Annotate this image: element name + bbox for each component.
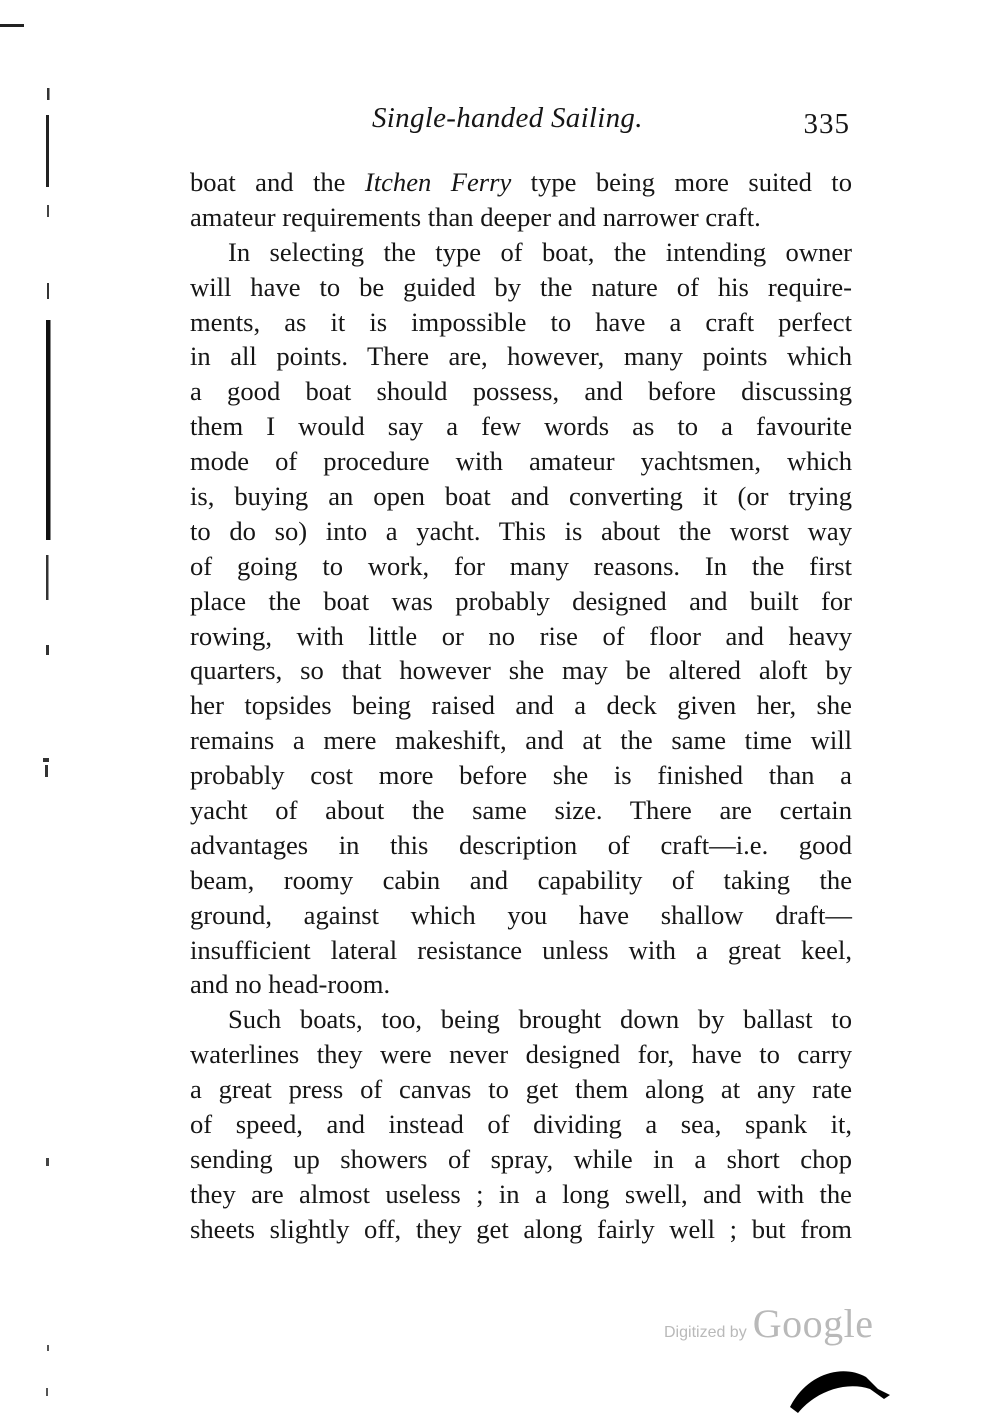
text-run: ground, against which you have shallow draft— (190, 899, 852, 930)
text-run: probably cost more before she is finished than a (190, 760, 852, 791)
paragraph (190, 165, 852, 235)
paragraph (190, 1002, 852, 1246)
text-run: her topsides being raised and a deck given her, she (190, 690, 852, 721)
text-line (190, 200, 852, 235)
text-line (190, 374, 852, 409)
text-line (190, 793, 852, 828)
text-run: advantages in this description of craft—i.e. good (190, 829, 852, 860)
text-run: to do so) into a yacht. This is about the worst way (190, 515, 852, 546)
text-run: rowing, with little or no rise of floor and heavy (190, 620, 852, 651)
text-run: a good boat should possess, and before discussing (190, 376, 852, 407)
text-line (190, 514, 852, 549)
text-run: and no head-room. (190, 969, 391, 1000)
text-line (190, 235, 852, 270)
binding-edge-marks (0, 0, 70, 1413)
text-line (190, 339, 852, 374)
text-run: of speed, and instead of dividing a sea, spank it, (190, 1109, 852, 1140)
text-run: a great press of canvas to get them along at any rate (190, 1074, 852, 1105)
text-line (190, 1107, 852, 1142)
text-line (190, 549, 852, 584)
text-run: will have to be guided by the nature of his require- (190, 271, 852, 302)
text-line (190, 967, 852, 1002)
text-line (190, 688, 852, 723)
text-run: they are almost useless ; in a long swell, and with the (190, 1178, 852, 1209)
body-text (190, 165, 852, 1247)
text-run: is, buying an open boat and converting it (or trying (190, 481, 852, 512)
text-line (190, 444, 852, 479)
text-line (190, 1212, 852, 1247)
text-run: them I would say a few words as to a favourite (190, 411, 852, 442)
text-line (190, 863, 852, 898)
text-run: sheets slightly off, they get along fairly well ; but from (190, 1213, 852, 1244)
text-line (190, 584, 852, 619)
text-run: mode of procedure with amateur yachtsmen, which (190, 446, 852, 477)
digitized-by-google-watermark (664, 1300, 873, 1350)
watermark-prefix: Digitized by (664, 1324, 747, 1341)
text-line (190, 828, 852, 863)
text-run: type being more suited to (511, 167, 852, 197)
text-line (190, 1002, 852, 1037)
text-run: in all points. There are, however, many points which (190, 341, 852, 372)
text-line (190, 305, 852, 340)
text-run: Such boats, too, being brought down by ballast to (228, 1004, 852, 1035)
text-run: amateur requirements than deeper and narrower craft. (190, 201, 761, 232)
page-number: 335 (803, 108, 850, 140)
text-run: ments, as it is impossible to have a craft perfect (190, 306, 852, 337)
text-line (190, 933, 852, 968)
text-line (190, 1037, 852, 1072)
text-line (190, 723, 852, 758)
running-title: Single-handed Sailing. (372, 102, 643, 134)
text-line (190, 1142, 852, 1177)
text-line (190, 758, 852, 793)
text-line (190, 1072, 852, 1107)
text-line (190, 270, 852, 305)
watermark-brand: Google (752, 1301, 874, 1346)
text-run: quarters, so that however she may be altered aloft by (190, 655, 852, 686)
text-line (190, 653, 852, 688)
text-run: sending up showers of spray, while in a short chop (190, 1143, 852, 1174)
text-line (190, 898, 852, 933)
text-line (190, 409, 852, 444)
text-run: yacht of about the same size. There are certain (190, 795, 852, 826)
text-line (190, 619, 852, 654)
text-line (190, 165, 852, 200)
text-run: In selecting the type of boat, the intending owner (228, 236, 852, 267)
text-run: beam, roomy cabin and capability of taking the (190, 864, 852, 895)
text-line (190, 479, 852, 514)
text-line (190, 1177, 852, 1212)
italic-text: Itchen Ferry (364, 167, 512, 197)
page-corner-smudge (786, 1355, 896, 1413)
text-run: insufficient lateral resistance unless with a great keel, (190, 934, 852, 965)
text-run: place the boat was probably designed and built for (190, 585, 852, 616)
text-run: remains a mere makeshift, and at the same time will (190, 725, 852, 756)
text-run: waterlines they were never designed for, have to carry (190, 1039, 852, 1070)
text-run: boat and the (190, 167, 365, 197)
paragraph (190, 235, 852, 1003)
running-head (190, 102, 850, 142)
text-run: of going to work, for many reasons. In the first (190, 550, 852, 581)
